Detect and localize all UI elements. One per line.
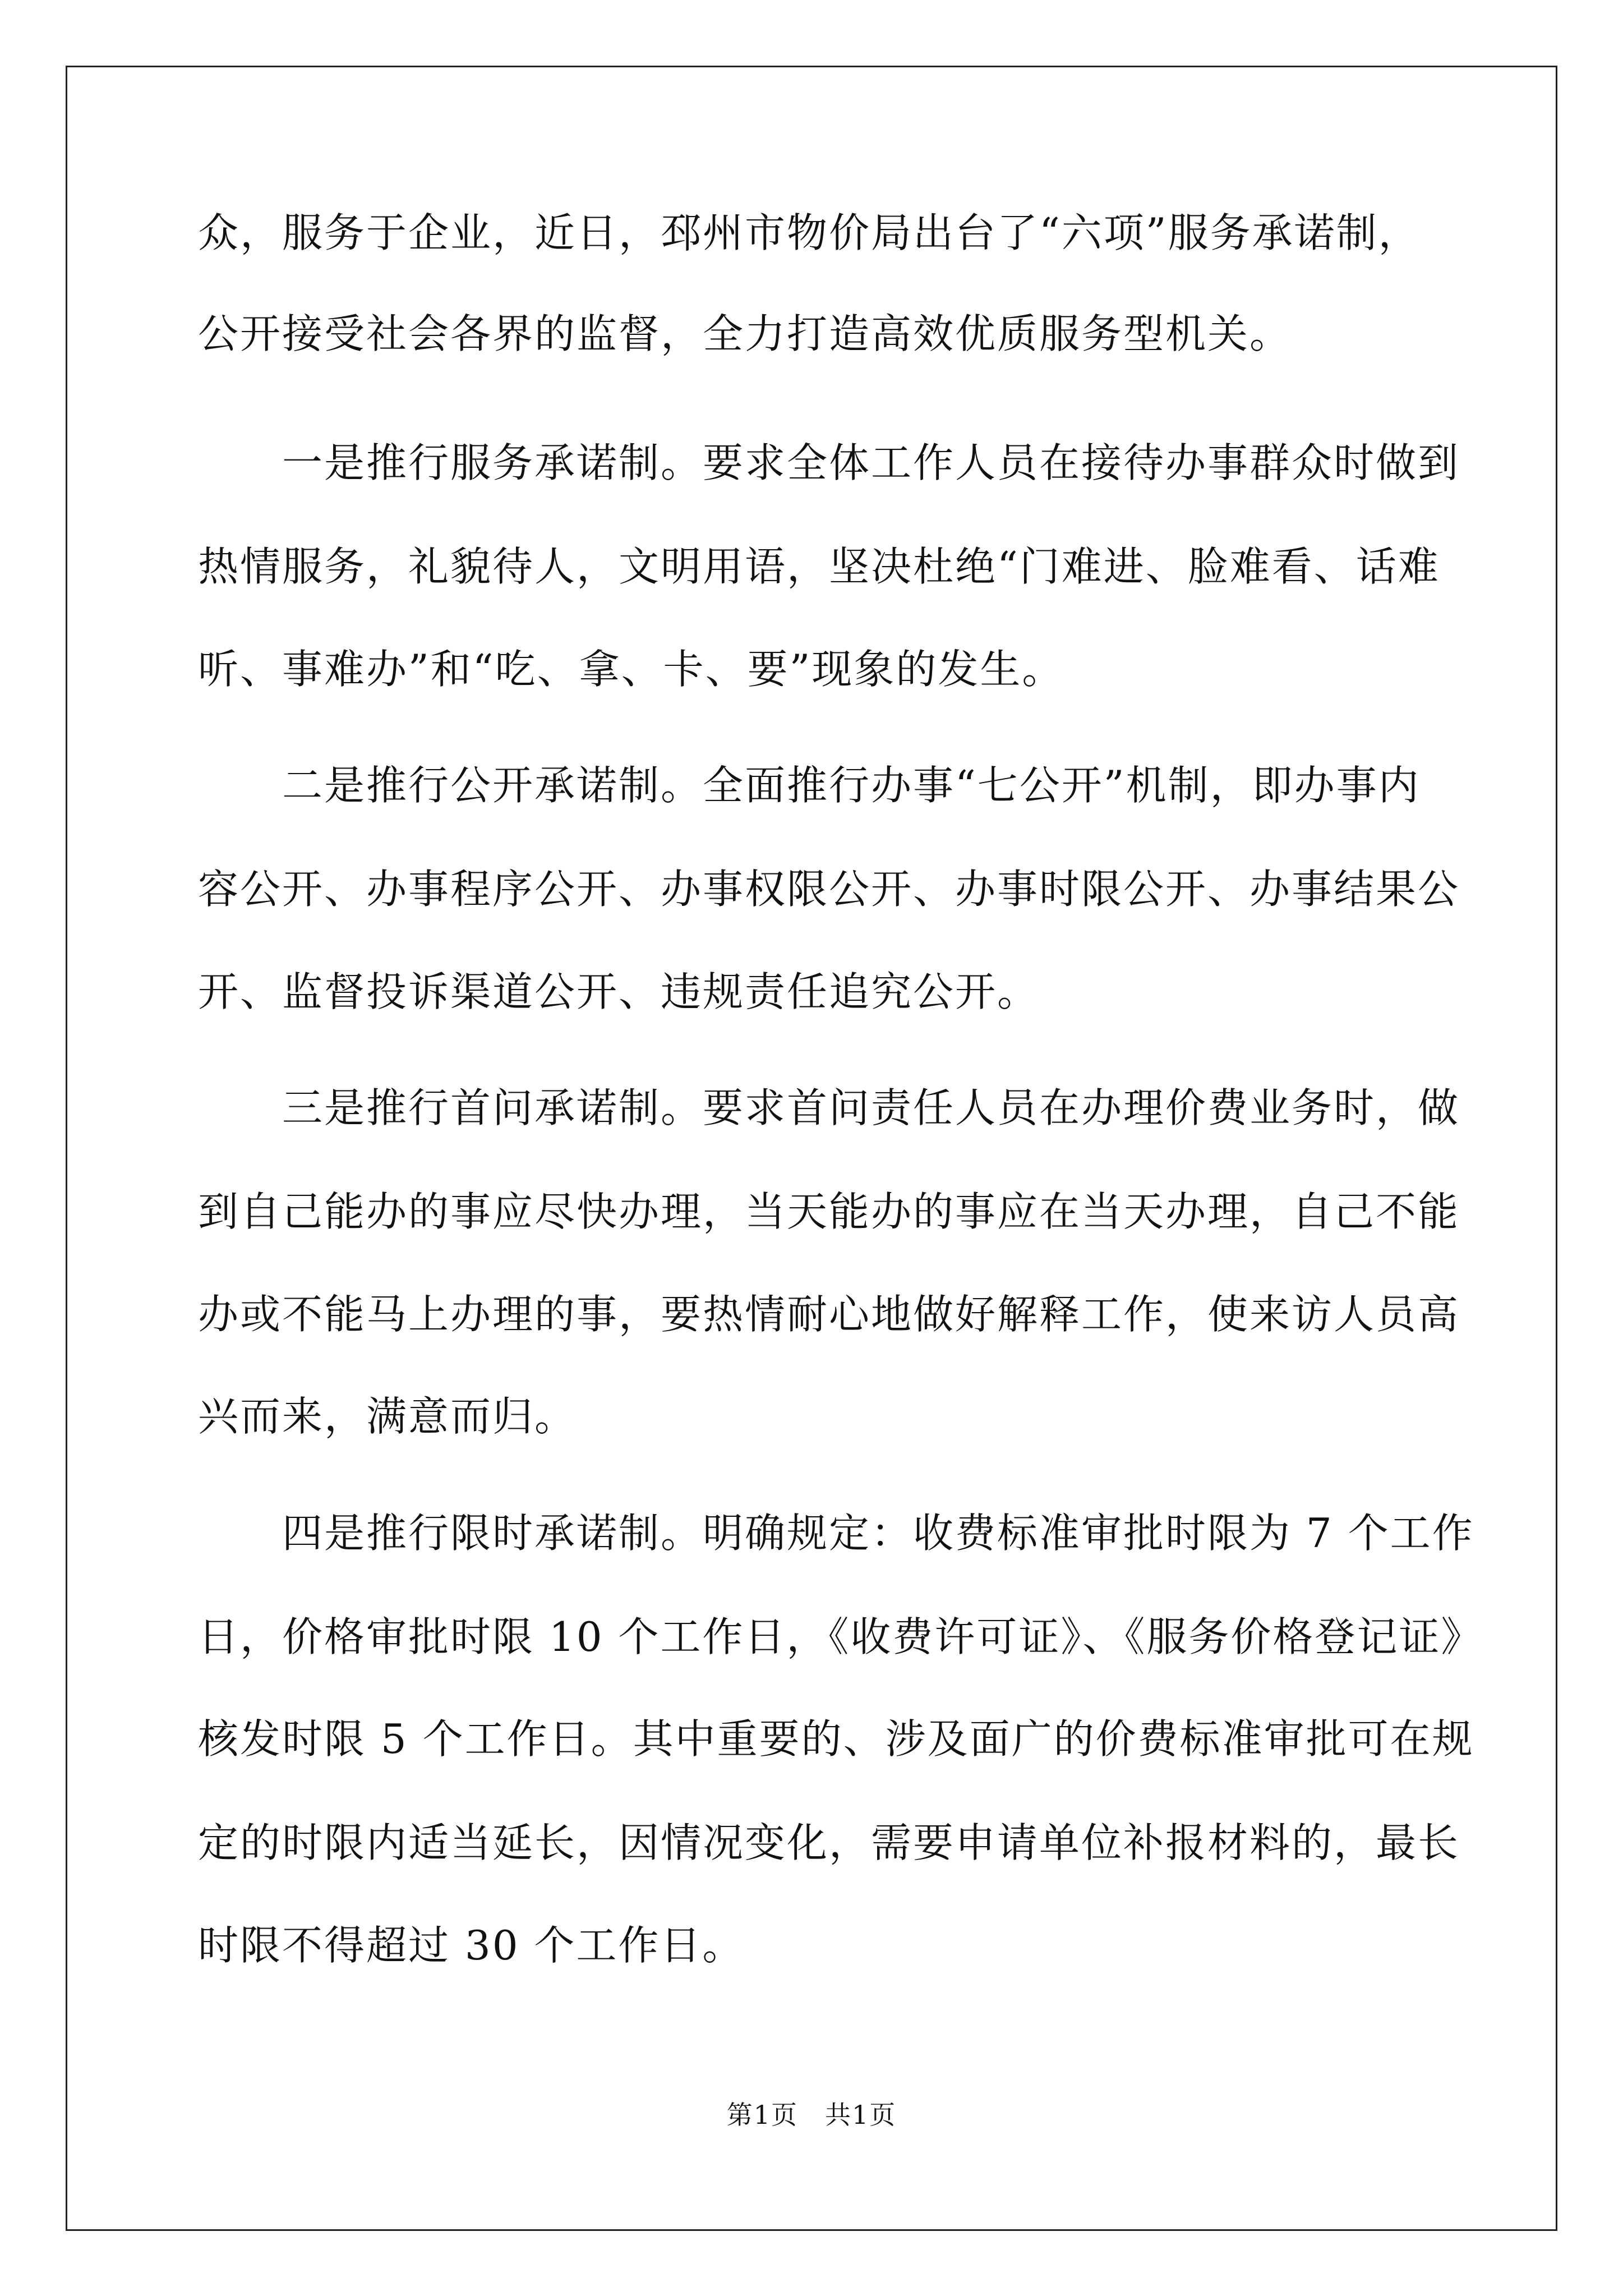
body-line: 兴而来，满意而归。 [198,1393,577,1440]
body-line: 定的时限内适当延长，因情况变化，需要申请单位补报材料的，最长 [198,1819,1460,1866]
body-line: 听、事难办”和“吃、拿、卡、要”现象的发生。 [198,646,1064,693]
page-number-footer: 第1页 共1页 [726,2100,897,2130]
body-line: 二是推行公开承诺制。全面推行办事“七公开”机制，即办事内 [198,762,1421,809]
body-line: 公开接受社会各界的监督，全力打造高效优质服务型机关。 [198,310,1292,357]
body-line: 到自己能办的事应尽快办理，当天能办的事应在当天办理，自己不能 [198,1188,1460,1235]
body-line: 众，服务于企业，近日，邳州市物价局出台了“六项”服务承诺制， [198,209,1421,256]
page-border [66,66,1557,2231]
body-line: 一是推行服务承诺制。要求全体工作人员在接待办事群众时做到 [198,439,1460,486]
body-line: 核发时限 5 个工作日。其中重要的、涉及面广的价费标准审批可在规 [198,1715,1474,1763]
body-line: 开、监督投诉渠道公开、违规责任追究公开。 [198,968,1040,1015]
body-line: 容公开、办事程序公开、办事权限公开、办事时限公开、办事结果公 [198,866,1460,913]
body-line: 热情服务，礼貌待人，文明用语，坚决杜绝“门难进、脸难看、话难 [198,543,1440,590]
body-line: 四是推行限时承诺制。明确规定：收费标准审批时限为 7 个工作 [198,1510,1474,1557]
body-line: 三是推行首问承诺制。要求首问责任人员在办理价费业务时，做 [198,1084,1460,1131]
body-line: 时限不得超过 30 个工作日。 [198,1922,745,1969]
body-line: 日，价格审批时限 10 个工作日，《收费许可证》、《服务价格登记证》 [198,1613,1483,1660]
body-line: 办或不能马上办理的事，要热情耐心地做好解释工作，使来访人员高 [198,1291,1460,1338]
